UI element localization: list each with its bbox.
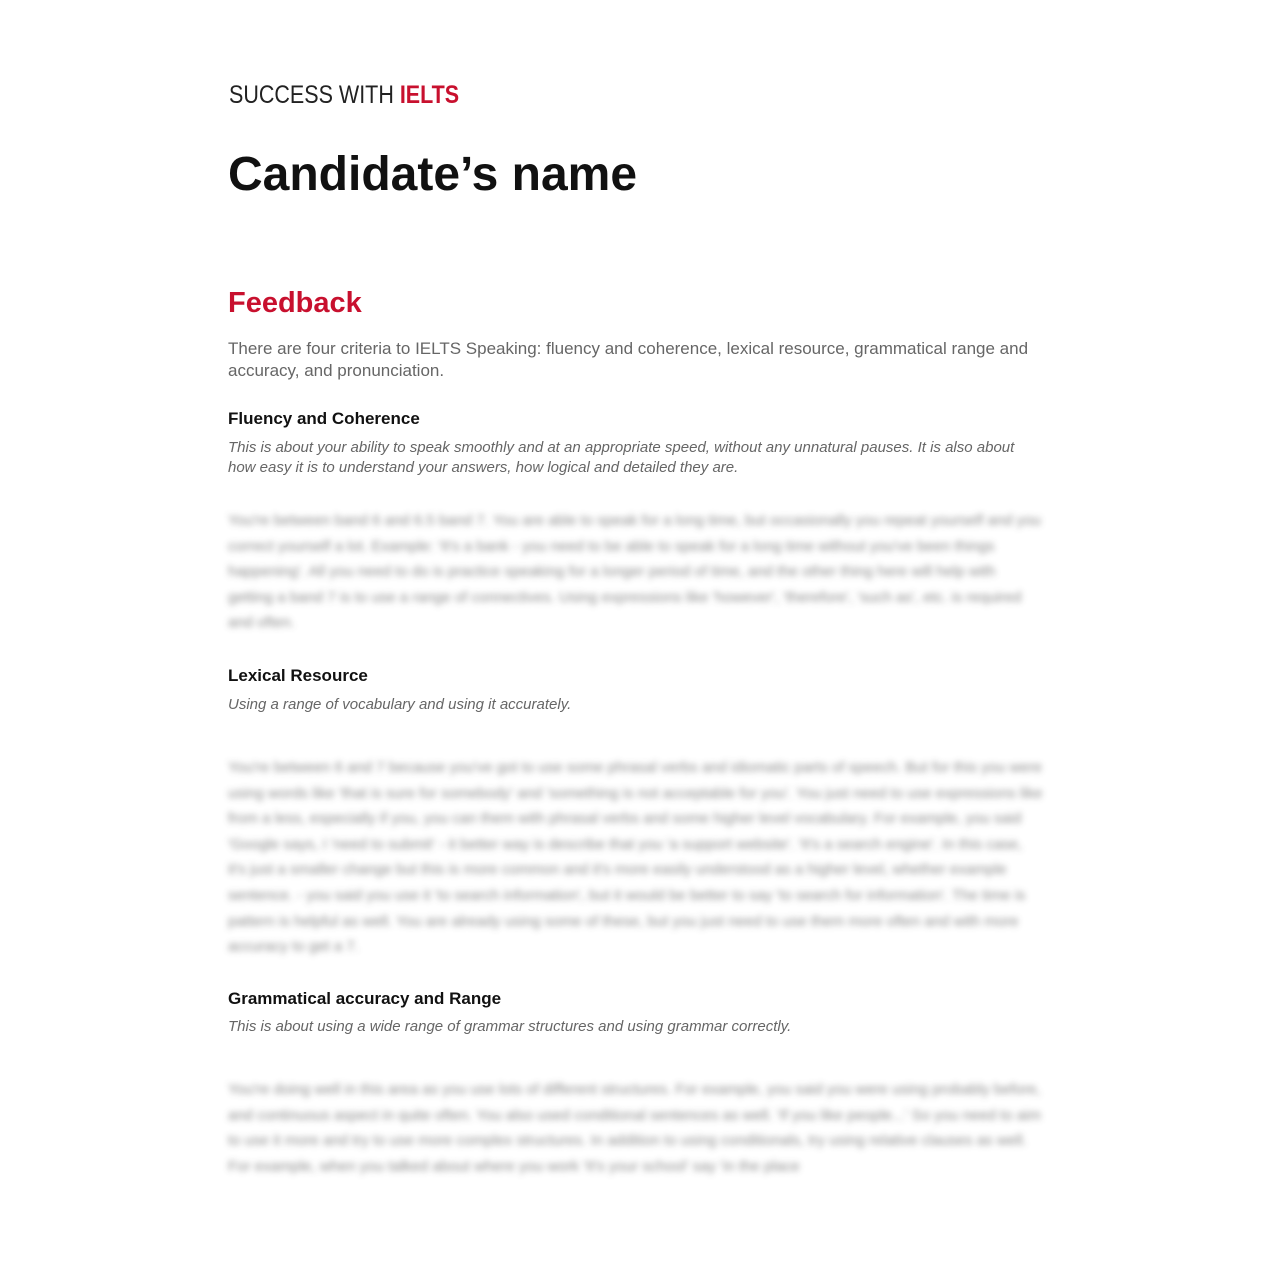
logo-text-ielts: IELTS: [399, 81, 460, 109]
criterion-description-grammar: This is about using a wide range of grammar structures and using grammar correctly.: [228, 1018, 792, 1035]
criterion-title-lexical: Lexical Resource: [228, 666, 368, 685]
logo-text-success-with: SUCCESS WITH: [229, 81, 400, 109]
candidate-name-title: Candidate’s name: [228, 148, 638, 201]
criterion-title-fluency: Fluency and Coherence: [228, 409, 420, 428]
criterion-title-grammar: Grammatical accuracy and Range: [228, 989, 502, 1008]
criterion-description-fluency: This is about your ability to speak smoothly and at an appropriate speed, without any unnatural pauses. It is also about how easy it is to understand your answers, how logical and detailed they are.: [228, 439, 1015, 476]
criterion-feedback-fluency: You're between band 6 and 6.5 band 7. You are able to speak for a long time, but occasionally you repeat yourself and you correct yourself a lot. Example: 'It's a bank - you need to be able to speak for a long time without you've been things happening'. All you need to do is practice speaking for a longer period of time, and the other thing here will help with getting a band 7 is to use a range of connectives. Using expressions like 'however', 'therefore', 'such as', etc. is required and often.: [228, 512, 1041, 632]
criterion-feedback-lexical: You're between 6 and 7 because you've got to use some phrasal verbs and idiomatic parts of speech. But for this you were using words like 'that is sure for somebody' and 'something is not acceptable for you'. You just need to use expressions like from a less, especially if you, you can them with phrasal verbs and some higher level vocabulary. For example, you said 'Google says, I 'need to submit' - it better way is describe that you 'a support website'. 'It's a search engine'. In this case, it's just a smaller change but this is more common and it's more easily understood as a higher level, whether example sentence. - you said you use it 'to search information', but it would be better to say 'to search for information'. The time is pattern is helpful as well. You are already using some of these, but you just need to use them more often and with more accuracy to get a 7.: [228, 759, 1043, 956]
feedback-intro: There are four criteria to IELTS Speaking: fluency and coherence, lexical resource, grammatical range and accuracy, and pronunciation.: [228, 339, 1029, 380]
success-with-ielts-logo: [229, 80, 459, 110]
criterion-description-lexical: Using a range of vocabulary and using it accurately.: [228, 696, 572, 713]
feedback-heading: Feedback: [228, 287, 362, 319]
criterion-feedback-grammar: You're doing well in this area as you use lots of different structures. For example, you said you were using probably before, and continuous aspect in quite often. You also used conditional sentences as well. 'If you like people...' So you need to aim to use it more and try to use more complex structures. In addition to using conditionals, try using relative clauses as well. For example, when you talked about where you work 'It's your school' say 'in the place: [228, 1081, 1041, 1175]
